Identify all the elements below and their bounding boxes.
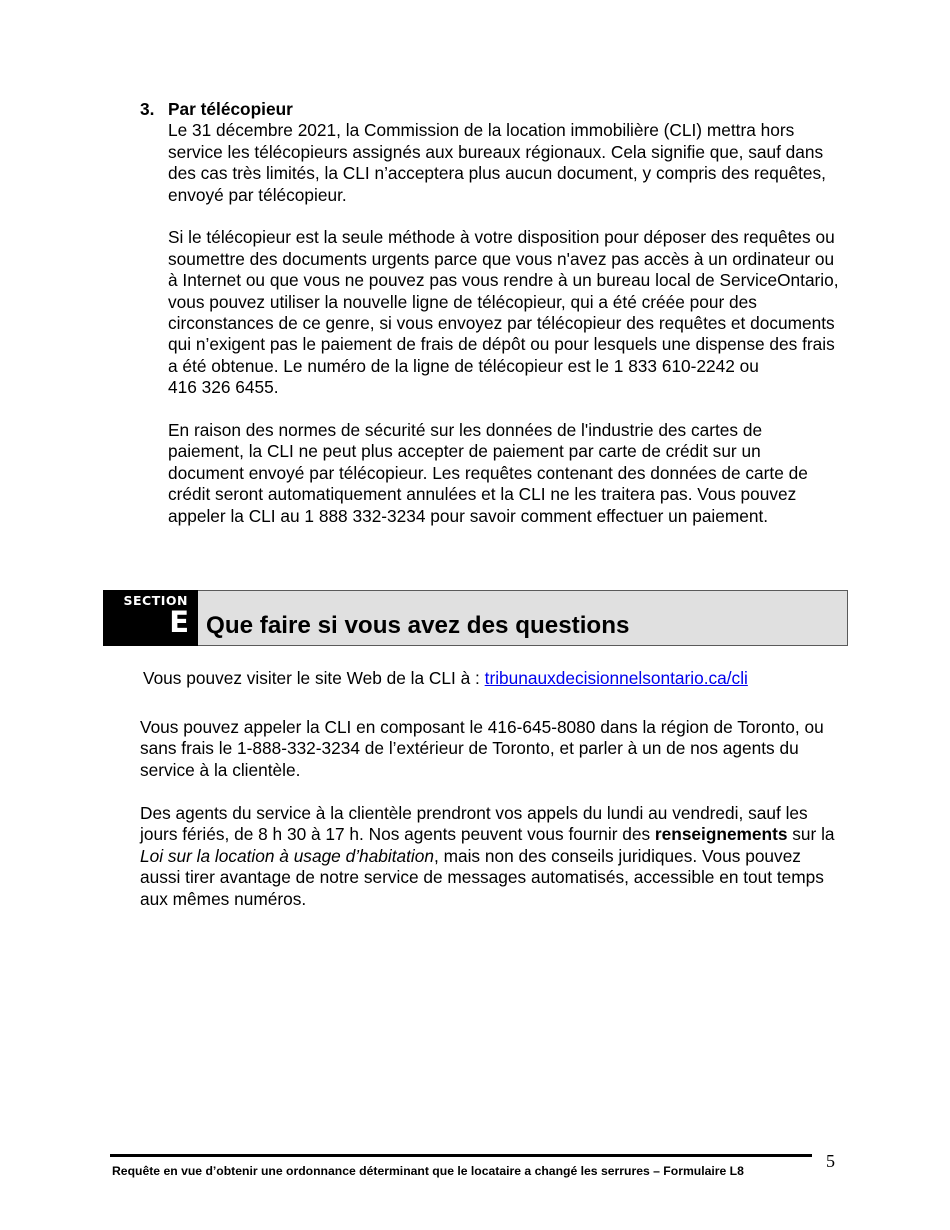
- list-item-fax: [140, 99, 840, 527]
- hours-paragraph: Des agents du service à la clientèle prendront vos appels du lundi au vendredi, sauf les jours fériés, de 8 h 30 à 17 h. Nos agents peuvent vous fournir des renseignements sur la Loi sur la location à usage d’habitation, mais non des conseils juridiques. Vous pouvez aussi tirer avantage de notre service de messages automatisés, accessible en tout temps aux mêmes numéros.: [140, 803, 835, 909]
- fax-paragraph-2: Si le télécopieur est la seule méthode à votre disposition pour déposer des requêtes ou soumettre des documents urgents parce que vous n'avez pas accès à un ordinateur ou à Internet ou que vous ne pouvez pas vous rendre à un bureau local de ServiceOntario, vous pouvez utiliser la nouvelle ligne de télécopieur, qui a été créée pour des circonstances de ce genre, si vous envoyez par télécopieur des requêtes et documents qui n’exigent pas le paiement de frais de dépôt ou pour lesquels une dispense des frais a été obtenue. Le numéro de la ligne de télécopieur est le 1 833 610-2242 ou 416 326 6455.: [168, 227, 839, 398]
- section-title: Que faire si vous avez des questions: [206, 612, 630, 639]
- fax-heading: Par télécopieur: [168, 99, 293, 119]
- section-label: SECTION: [123, 593, 188, 608]
- section-tab: [103, 590, 198, 646]
- footer-title: Requête en vue d’obtenir une ordonnance déterminant que le locataire a changé les serrures – Formulaire L8: [112, 1164, 744, 1178]
- phone-paragraph: Vous pouvez appeler la CLI en composant le 416-645-8080 dans la région de Toronto, ou sans frais le 1-888-332-3234 de l’extérieur de Toronto, et parler à un de nos agents du service à la clientèle.: [140, 717, 824, 780]
- bold-term: renseignements: [654, 824, 788, 845]
- page-number: 5: [826, 1151, 835, 1171]
- list-item-body: [168, 99, 840, 527]
- fax-paragraph-1: Le 31 décembre 2021, la Commission de la location immobilière (CLI) mettra hors service les télécopieurs assignés aux bureaux régionaux. Cela signifie que, sauf dans des cas très limités, la CLI n’acceptera plus aucun document, y compris des requêtes, envoyé par télécopieur.: [168, 120, 826, 205]
- section-header: [103, 590, 848, 646]
- footer-rule: [110, 1154, 812, 1157]
- law-title: Loi sur la location à usage d’habitation: [140, 845, 434, 866]
- website-text: Vous pouvez visiter le site Web de la CLI à :: [143, 668, 480, 688]
- fax-paragraph-3: En raison des normes de sécurité sur les données de l'industrie des cartes de paiement, la CLI ne peut plus accepter de paiement par carte de crédit sur un document envoyé par télécopieur. Les requêtes contenant des données de carte de crédit seront automatiquement annulées et la CLI ne les traitera pas. Vous pouvez appeler la CLI au 1 888 332-3234 pour savoir comment effectuer un paiement.: [168, 420, 808, 526]
- website-line: [143, 668, 748, 689]
- website-link[interactable]: tribunauxdecisionnelsontario.ca/cli: [484, 668, 748, 688]
- list-number: 3.: [140, 99, 155, 119]
- section-letter: E: [169, 605, 189, 639]
